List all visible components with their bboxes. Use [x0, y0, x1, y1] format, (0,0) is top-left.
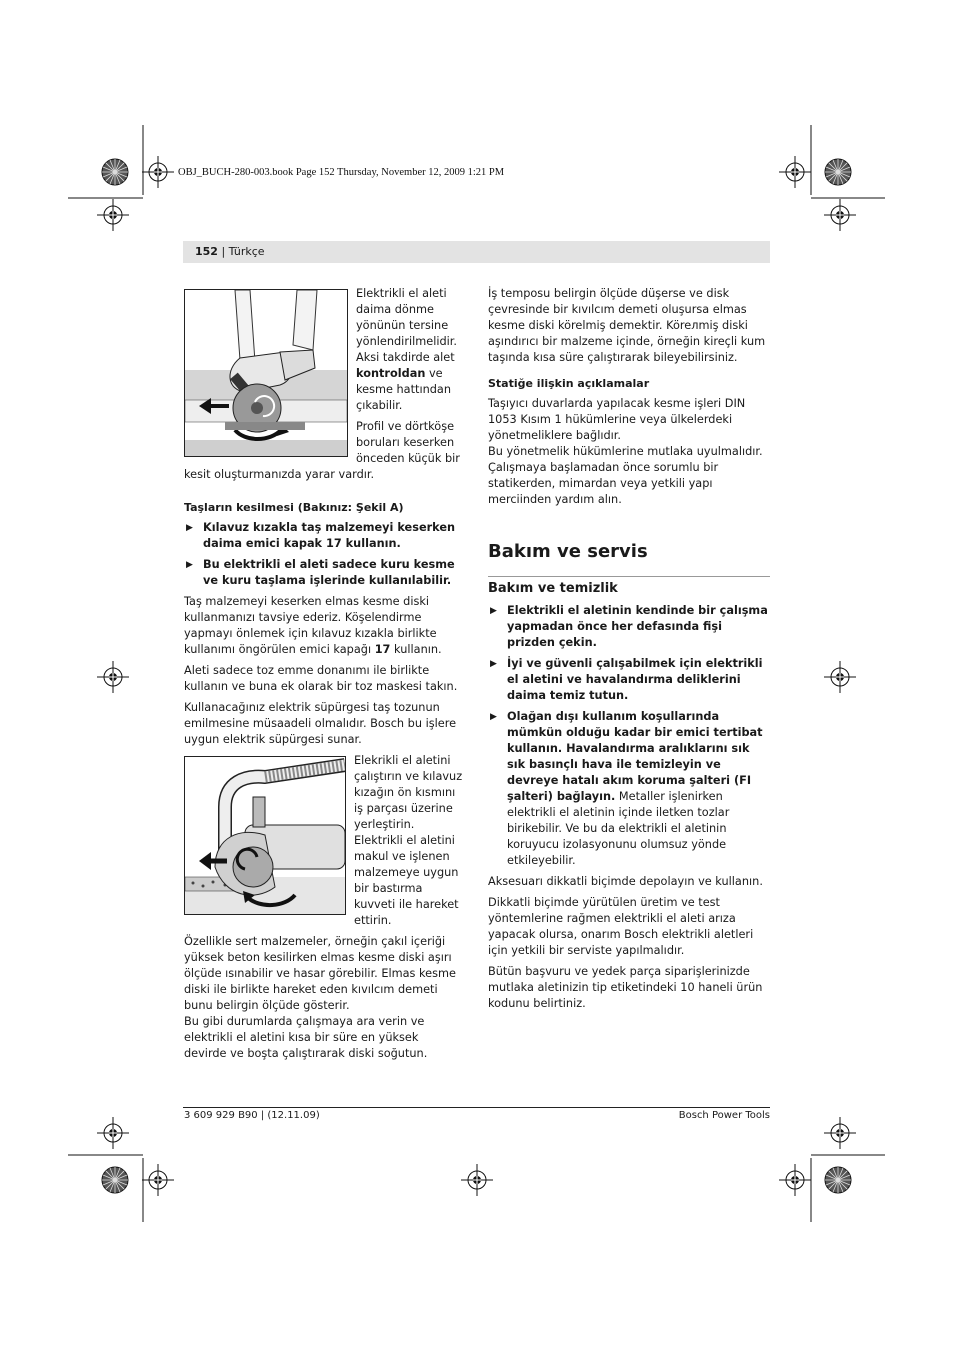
p-cooling: Bu gibi durumlarda çalışmaya ara verin ve elektrikli el aletini kısa bir süre en yüksek devirde ve boşta çalıştırarak diski soğutun. — [184, 1015, 428, 1060]
p-vacuum: Kullanacağınız elektrik süpürgesi taş tozunun emilmesine müsaadeli olmalıdır. Bosch bu işlere uygun elektrik süpürgesi sunar. — [184, 701, 457, 746]
section-subtitle: Bakım ve temizlik — [488, 576, 770, 597]
p-load-bearing: Taşıyıcı duvarlarda yapılacak kesme işleri DIN 1053 Kısım 1 hükümlerine veya ülkelerdeki yönetmeliklere bağlıdır. — [488, 397, 746, 442]
registration-mark-icon — [779, 1164, 811, 1196]
bullet-dry-cutting: ▶ Bu elektrikli el aleti sadece kuru kesme ve kuru taşlama işlerinde kullanılabilir. — [186, 558, 455, 587]
bullet-dry-cutting-text: Bu elektrikli el aleti sadece kuru kesme ve kuru taşlama işlerinde kullanılabilir. — [203, 558, 455, 587]
p-accessories: Aksesuarı dikkatli biçimde depolayın ve kullanın. — [488, 875, 763, 888]
color-wheel-icon — [102, 159, 128, 185]
p-diamond-bold: 17 — [374, 643, 391, 656]
p-repair: Dikkatli biçimde yürütülen üretim ve test yöntemlerine rağmen elektrikli el aleti arıza yapacak olursa, onarım Bosch elektrikli aletleri için yetkili bir serviste yapılmalıdır. — [488, 896, 754, 957]
p-regulations: Bu yönetmelik hükümlerine mutlaka uyulmalıdır. Çalışmaya başlamadan önce sorumlu bir statikerden, mimardan veya yetkili yapı merciinden yardım alın. — [488, 445, 763, 506]
bullet-unplug: ▶ Elektrikli el aletinin kendinde bir çalışma yapmadan önce her defasında fişi prizden çekin. — [490, 604, 768, 649]
registration-mark-icon — [779, 156, 811, 188]
p-dull-disk: İş temposu belirgin ölçüde düşerse ve disk çevresinde bir kıvılcım demeti oluşursa elmas kesme diski körelmiş demektir. Köreлmiş diski aşındırıcı bir malzeme içinde, örneğin kireçli kum taşında kısa süre çalıştırarak bileyebilirsiniz. — [488, 287, 766, 364]
p-profile-tubes: Profil ve dörtköşe boruları keserken önceden küçük bir kesit oluşturmanızda yarar vardır. — [184, 420, 460, 481]
right-column — [488, 286, 770, 1017]
p-diamond-a: Taş malzemeyi keserken elmas kesme diski kullanmanızı tavsiye ederiz. Köşelendirme yapmayı önlemek için kılavuz kızakla birlikte kullanımı öngörülen emici kapağı — [184, 595, 437, 656]
registration-mark-icon — [824, 661, 856, 693]
color-wheel-icon — [825, 159, 851, 185]
figure-dust-hood — [184, 756, 346, 915]
heading-stone-cutting: Taşların kesilmesi (Bakınız: Şekil A) — [184, 501, 404, 514]
p-diamond-b: kullanın. — [390, 643, 442, 656]
bullet-clean-text: İyi ve güvenli çalışabilmek için elektrikli el aletini ve havalandırma deliklerini daima temiz tutun. — [507, 657, 763, 702]
p-direction-a: Elektrikli el aleti daima dönme yönünün tersine yönlendirilmelidir. Aksi takdirde alet — [356, 287, 457, 364]
bullet-clean: ▶ İyi ve güvenli çalışabilmek için elektrikli el aletini ve havalandırma deliklerini daima temiz tutun. — [490, 657, 763, 702]
footer-doc-number: 3 609 929 B90 | (12.11.09) — [184, 1110, 320, 1121]
bullet-extreme-normal: Metaller işlenirken elektrikli el aletinin içinde iletken tozlar birikebilir. Ve bu da elektrikli el aletinin koruyucu izolasyonunu olumsuz yönde etkileyebilir. — [507, 790, 730, 867]
bullet-extreme-bold: Olağan dışı kullanım koşullarında mümkün olduğu kadar bir emici tertibat kullanın. Havalandırma aralıklarını sık sık basınçlı hava ile temizleyin ve devreye hatalı akım koruma şalteri (FI şalteri) bağlayın. — [507, 710, 763, 803]
registration-mark-icon — [97, 661, 129, 693]
registration-mark-icon — [97, 199, 129, 231]
registration-mark-icon — [142, 156, 174, 188]
p-part-number: Bütün başvuru ve yedek parça siparişlerinizde mutlaka aletinizin tip etiketindeki 10 haneli ürün kodunu belirtiniz. — [488, 965, 763, 1010]
bullet-guide-sled-text: Kılavuz kızakla taş malzemeyi keserken daima emici kapak 17 kullanın. — [203, 521, 456, 550]
page-number: 152 — [195, 245, 218, 258]
bullet-extreme-conditions: ▶ Olağan dışı kullanım koşullarında mümkün olduğu kadar bir emici tertibat kullanın. Havalandırma aralıklarını sık sık basınçlı hava ile temizleyin ve devreye hatalı akım koruma şalteri (FI şalteri) bağlayın. Metaller işlenirken elektrikli el aletinin içinde iletken tozlar birikebilir. Ve bu da elektrikli el aletinin koruyucu izolasyonunu olumsuz yönde etkileyebilir. — [490, 710, 763, 867]
p-direction-bold: kontroldan — [356, 367, 426, 380]
left-column — [184, 286, 464, 1067]
figure-cutting-guide — [184, 289, 348, 457]
registration-mark-icon — [142, 1164, 174, 1196]
registration-mark-icon — [461, 1164, 493, 1196]
bullet-unplug-text: Elektrikli el aletinin kendinde bir çalışma yapmadan önce her defasında fişi prizden çekin. — [507, 604, 768, 649]
bullet-guide-sled: ▶ Kılavuz kızakla taş malzemeyi keserken daima emici kapak 17 kullanın. — [186, 521, 456, 550]
registration-mark-icon — [824, 199, 856, 231]
footer-divider — [183, 1107, 770, 1108]
page-header — [183, 241, 770, 263]
grinder-illustration — [185, 290, 347, 456]
header-language: Türkçe — [228, 245, 265, 258]
p-start-tool: Elekrikli el aletini çalıştırın ve kılavuz kızağın ön kısmını iş parçası üzerine yerleştirin. Elektrikli el aletini makul ve işlenen malzemeye uygun bir bastırma kuvveti ile hareket ettirin. — [354, 754, 463, 927]
print-line: OBJ_BUCH-280-003.book Page 152 Thursday, November 12, 2009 1:21 PM — [178, 167, 505, 178]
section-title: Bakım ve servis — [488, 541, 648, 562]
p-hard-materials: Özellikle sert malzemeler, örneğin çakıl içeriği yüksek beton kesilirken elmas kesme diski aşırı ölçüde ısınabilir ve hasar görebilir. Elmas kesme diski ile birlikte hareket eden kıvılcım demeti bunu belirgin ölçüde gösterir. — [184, 935, 456, 1012]
heading-static: Statiğe ilişkin açıklamalar — [488, 377, 650, 390]
p-dust-extraction: Aleti sadece toz emme donanımı ile birlikte kullanın ve buna ek olarak bir toz maskesi takın. — [184, 664, 458, 693]
footer-brand: Bosch Power Tools — [678, 1110, 770, 1121]
registration-mark-icon — [824, 1117, 856, 1149]
color-wheel-icon — [825, 1167, 851, 1193]
color-wheel-icon — [102, 1167, 128, 1193]
registration-mark-icon — [97, 1117, 129, 1149]
header-separator: | — [217, 245, 229, 258]
grinder-illustration — [185, 757, 345, 914]
p-direction-b: ve kesme hattından çıkabilir. — [356, 367, 452, 412]
